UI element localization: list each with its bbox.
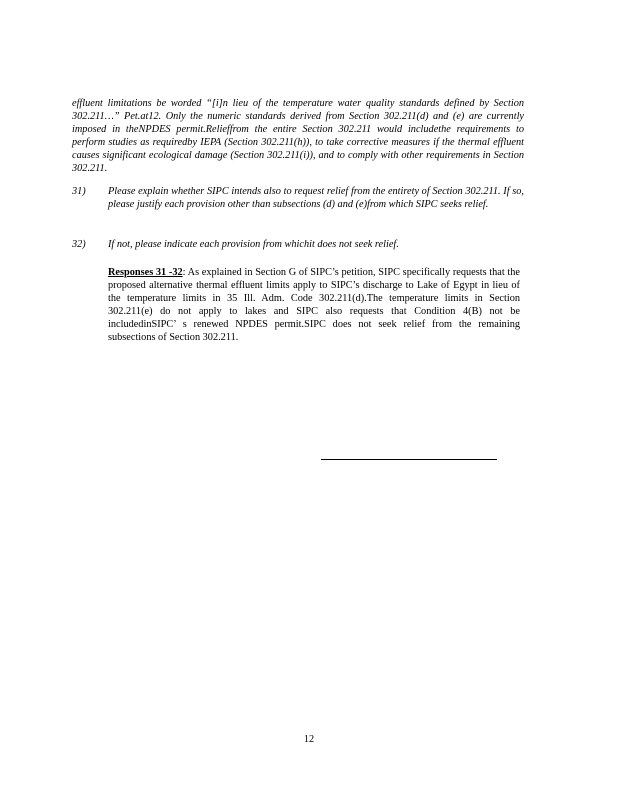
question-32 [72,238,524,252]
response-separator: : [182,267,186,278]
question-32-text: If not, please indicate each provision from whichit does not seek relief. [108,239,399,250]
question-31-number: 31) [72,186,86,197]
signature-line [321,459,497,460]
question-32-number: 32) [72,239,86,250]
question-31-text: Please explain whether SIPC intends also to request relief from the entirety of Section 302.211. If so, please justify each provision other than subsections (d) and (e)from which SIPC seeks relief. [108,186,524,210]
question-31 [72,185,524,225]
intro-paragraph: effluent limitations be worded “[i]n lieu of the temperature water quality standards defined by Section 302.211…” Pet.at12. Only the numeric standards derived from Section 302.211(d) and (e) are currently imposed in theNPDES permit.Relieffrom the entire Section 302.211 would includethe requirements to perform studies as requiredby IEPA (Section 302.211(h)), to take corrective measures if the thermal effluent causes significant ecological damage (Section 302.211(i)), and to comply with other requirements in Section 302.211. [72,98,524,174]
page-number: 12 [303,734,315,745]
response-text: As explained in Section G of SIPC’s petition, SIPC specifically requests that the proposed alternative thermal effluent limits apply to SIPC’s discharge to Lake of Egypt in lieu of the temperature limits in 35 Ill. Adm. Code 302.211(d).The temperature limits in Section 302.211(e) do not apply to lakes and SIPC also requests that Condition 4(B) not be includedinSIPC’ s renewed NPDES permit.SIPC does not seek relief from the remaining subsections of Section 302.211. [108,267,520,343]
response-label: Responses 31 -32 [108,267,183,278]
response-block [108,266,520,344]
